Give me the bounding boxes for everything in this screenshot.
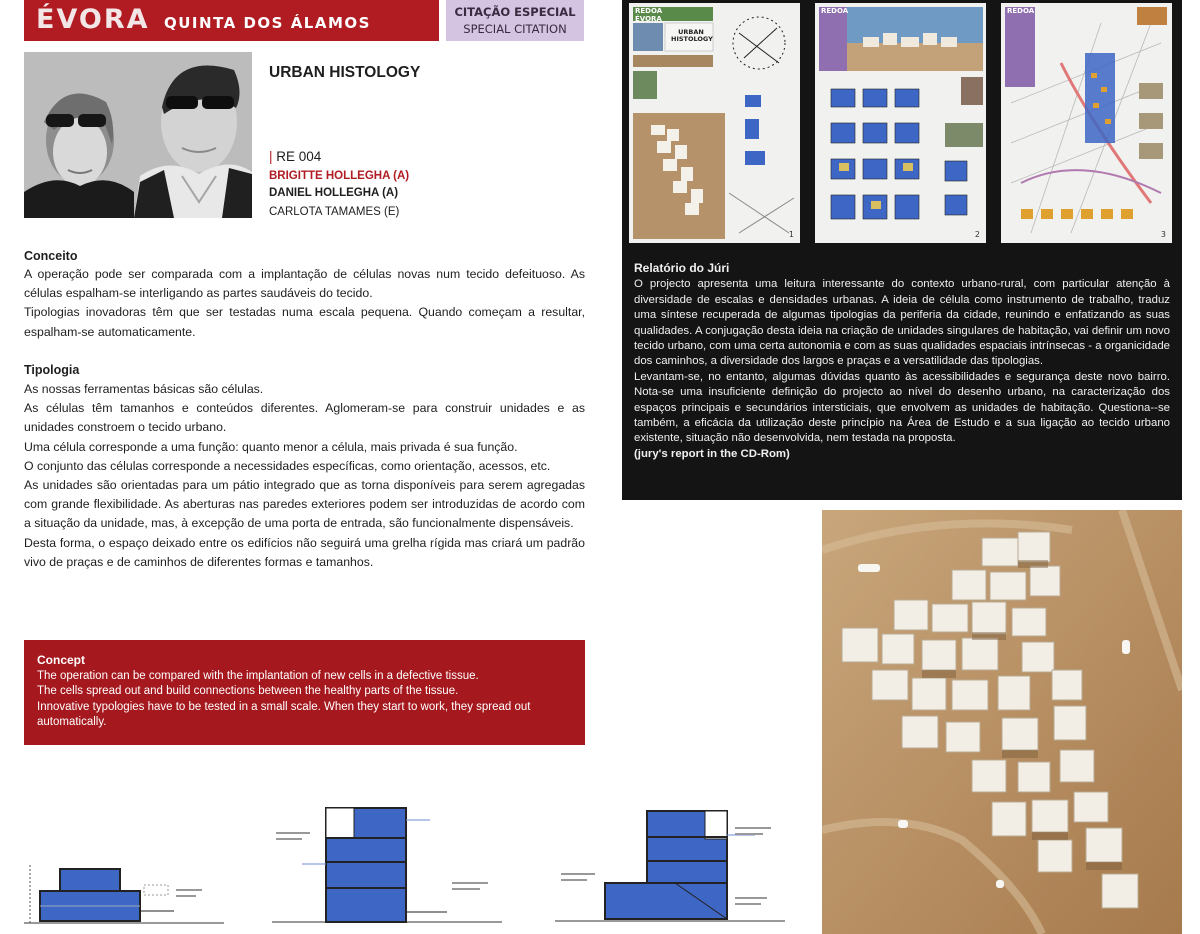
model-photo (822, 510, 1182, 934)
jury-heading: Relatório do Júri (634, 261, 730, 275)
board-2-illustration (815, 3, 986, 243)
tipologia-text (24, 380, 585, 572)
project-code (269, 149, 321, 164)
board-1-city: ÉVORA (635, 15, 662, 23)
paragraph: As células têm tamanhos e conteúdos diferentes. Aglomeram-se para construir unidades e as unidades constroem o tecido urbano. (24, 401, 585, 435)
competition-board-2 (815, 3, 986, 243)
paragraph: O conjunto das células corresponde a necessidades específicas, como orientação, acessos, etc. (24, 458, 551, 473)
board-number: 1 (788, 230, 794, 239)
team-member: CARLOTA TAMAMES (E) (269, 206, 400, 218)
team-photo-illustration (24, 52, 252, 218)
paragraph: Innovative typologies have to be tested in a small scale. When they start to work, they spread out automatically. (37, 700, 531, 728)
board-3-illustration (1001, 3, 1172, 243)
citation-badge (446, 0, 584, 41)
board-number: 2 (974, 230, 980, 239)
paragraph: The cells spread out and build connections between the healthy parts of the tissue. (37, 685, 459, 698)
board-1-illustration (629, 3, 800, 243)
jury-panel (622, 0, 1182, 500)
concept-heading: Concept (37, 653, 85, 667)
board-number: 3 (1160, 230, 1166, 239)
conceito-heading: Conceito (24, 249, 78, 263)
citation-pt: CITAÇÃO ESPECIAL (454, 5, 576, 19)
team-member: DANIEL HOLLEGHA (A) (269, 187, 399, 199)
header-banner (24, 0, 439, 41)
jury-report (634, 261, 1170, 462)
board-1-label: REDOA (635, 7, 663, 15)
paragraph: Tipologias inovadoras têm que ser testadas numa escala pequena. Quando começam a resultar, espalham-se automaticamente. (24, 305, 585, 339)
paragraph: As unidades são orientadas para um pátio integrado que as torna disponíveis para serem agregadas com grande flexibilidade. As aberturas nas paredes exteriores podem ser introduzidas de acordo com a situação da unidade, mas, à excepção de uma porta de entrada, são funcionalmente dispensáveis. (24, 478, 585, 531)
team-member: BRIGITTE HOLLEGHA (A) (269, 170, 410, 182)
conceito-text (24, 265, 585, 342)
project-code-value: RE 004 (276, 149, 322, 164)
section-drawing-3 (555, 805, 785, 925)
paragraph: Desta forma, o espaço deixado entre os edifícios não seguirá uma grelha rígida mas criará um padrão vivo de praças e de caminhos de diferentes formas e tamanhos. (24, 535, 585, 569)
code-marker-bar: | (269, 149, 277, 164)
header-city: ÉVORA (36, 4, 150, 35)
competition-board-1 (629, 3, 800, 243)
paragraph: O projecto apresenta uma leitura interessante do contexto urbano-rural, com particular atenção à diversidade de escalas e densidades urbanas. A ideia de célula como instrumento de trabalho, traduz uma síntese recuperada de algumas tipologias da periferia da cidade, reunindo e enfatizando as suas qualidades. A conjugação desta ideia na criação de unidades singulares de habitação, vai definir um novo tecido urbano, com uma certa autonomia e com as suas qualidades espaciais intrínsecas - a organicidade dos caminhos, a diversidade dos largos e praças e a versatilidade das tipologias. (634, 278, 1170, 368)
citation-en: SPECIAL CITATION (463, 22, 567, 36)
section-drawing-1 (24, 845, 224, 925)
section-drawing-2 (272, 800, 502, 928)
board-1-title: URBAN HISTOLOGY (671, 28, 713, 43)
paragraph: Uma célula corresponde a uma função: quanto menor a célula, mais privada é sua função. (24, 439, 518, 454)
concept-text (37, 669, 577, 730)
project-title: URBAN HISTOLOGY (269, 64, 421, 81)
paragraph: A operação pode ser comparada com a implantação de células novas num tecido defeituoso. As células espalham-se interligando as partes saudáveis do tecido. (24, 267, 585, 301)
jury-cd-note: (jury's report in the CD-Rom) (634, 447, 790, 460)
header-site: QUINTA DOS ÁLAMOS (164, 14, 371, 32)
paragraph: Levantam-se, no entanto, algumas dúvidas quanto às acessibilidades e segurança deste novo bairro. Nota-se uma insuficiente definição do projecto ao nível do desenho urbano, na caracterização dos espaços principais e secundários intersticiais, que envolvem as unidades de habitação. Questiona--se também, a eficácia da utilização deste princípio na Área de Estudo e a sua ligação ao tecido urbano existente, situação não desenvolvida, nem testada na proposta. (634, 370, 1170, 445)
concept-box (24, 640, 585, 745)
model-photo-illustration (822, 510, 1182, 934)
team-photo (24, 52, 252, 218)
board-3-label: REDOA (1007, 7, 1035, 15)
competition-board-3 (1001, 3, 1172, 243)
paragraph: The operation can be compared with the implantation of new cells in a defective tissue. (37, 670, 479, 682)
board-2-label: REDOA (821, 7, 849, 15)
tipologia-heading: Tipologia (24, 363, 80, 377)
paragraph: As nossas ferramentas básicas são células. (24, 382, 264, 396)
